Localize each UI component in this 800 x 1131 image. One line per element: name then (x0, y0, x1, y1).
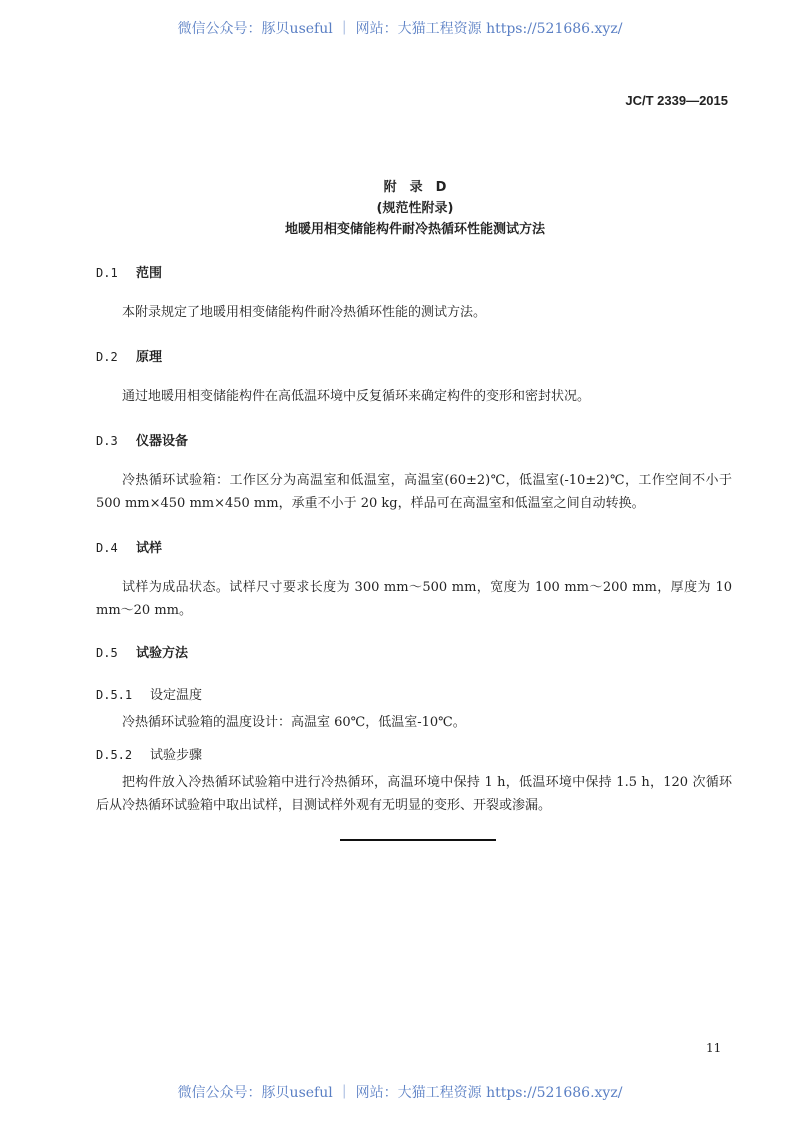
appendix-title: 地暖用相变储能构件耐冷热循环性能测试方法 (284, 222, 545, 237)
section-heading (96, 537, 162, 556)
watermark-footer: 微信公众号：豚贝useful ｜ 网站：大猫工程资源 https://521686.xyz/ (177, 1085, 623, 1101)
section-number: D.5 (96, 646, 118, 660)
subsection-number: D.5.1 (96, 688, 133, 702)
paragraph: 冷热循环试验箱的温度设计：高温室 60℃，低温室-10℃。 (122, 715, 466, 730)
section-title: 范围 (136, 266, 163, 281)
paragraph: 本附录规定了地暖用相变储能构件耐冷热循环性能的测试方法。 (122, 305, 487, 320)
section-number: D.4 (96, 541, 118, 555)
section-title: 原理 (136, 350, 163, 365)
section-number: D.2 (96, 350, 118, 364)
standard-number: JC/T 2339—2015 (625, 93, 728, 108)
subsection-title: 试验步骤 (150, 748, 203, 763)
watermark-header: 微信公众号：豚贝useful ｜ 网站：大猫工程资源 https://521686.xyz/ (177, 21, 623, 37)
paragraph: 冷热循环试验箱：工作区分为高温室和低温室，高温室(60±2)℃，低温室(-10±2)℃，工作空间不小于 500 mm×450 mm×450 mm，承重不小于 20 kg，样品可在高温室和低温室之间自动转换。 (96, 473, 732, 511)
section-title: 试验方法 (136, 646, 189, 661)
paragraph: 把构件放入冷热循环试验箱中进行冷热循环，高温环境中保持 1 h，低温环境中保持 1.5 h，120 次循环后从冷热循环试验箱中取出试样，目测试样外观有无明显的变形、开裂或渗漏。 (96, 775, 732, 813)
end-rule (340, 839, 496, 841)
subsection-heading (96, 684, 202, 703)
page-number: 11 (706, 1041, 722, 1055)
paragraph: 通过地暖用相变储能构件在高低温环境中反复循环来确定构件的变形和密封状况。 (122, 389, 591, 404)
subsection-title: 设定温度 (150, 688, 203, 703)
paragraph: 试样为成品状态。试样尺寸要求长度为 300 mm～500 mm，宽度为 100 mm～200 mm，厚度为 10 mm～20 mm。 (96, 580, 732, 618)
subsection-heading (96, 744, 202, 763)
section-title: 试样 (136, 541, 163, 556)
appendix-label: 附 录 D (383, 180, 447, 195)
section-number: D.3 (96, 434, 118, 448)
section-heading (96, 262, 162, 281)
section-heading (96, 346, 162, 365)
section-title: 仪器设备 (136, 434, 189, 449)
section-heading (96, 430, 188, 449)
subsection-number: D.5.2 (96, 748, 133, 762)
section-number: D.1 (96, 266, 118, 280)
appendix-type: (规范性附录) (376, 201, 454, 216)
section-heading (96, 642, 188, 661)
